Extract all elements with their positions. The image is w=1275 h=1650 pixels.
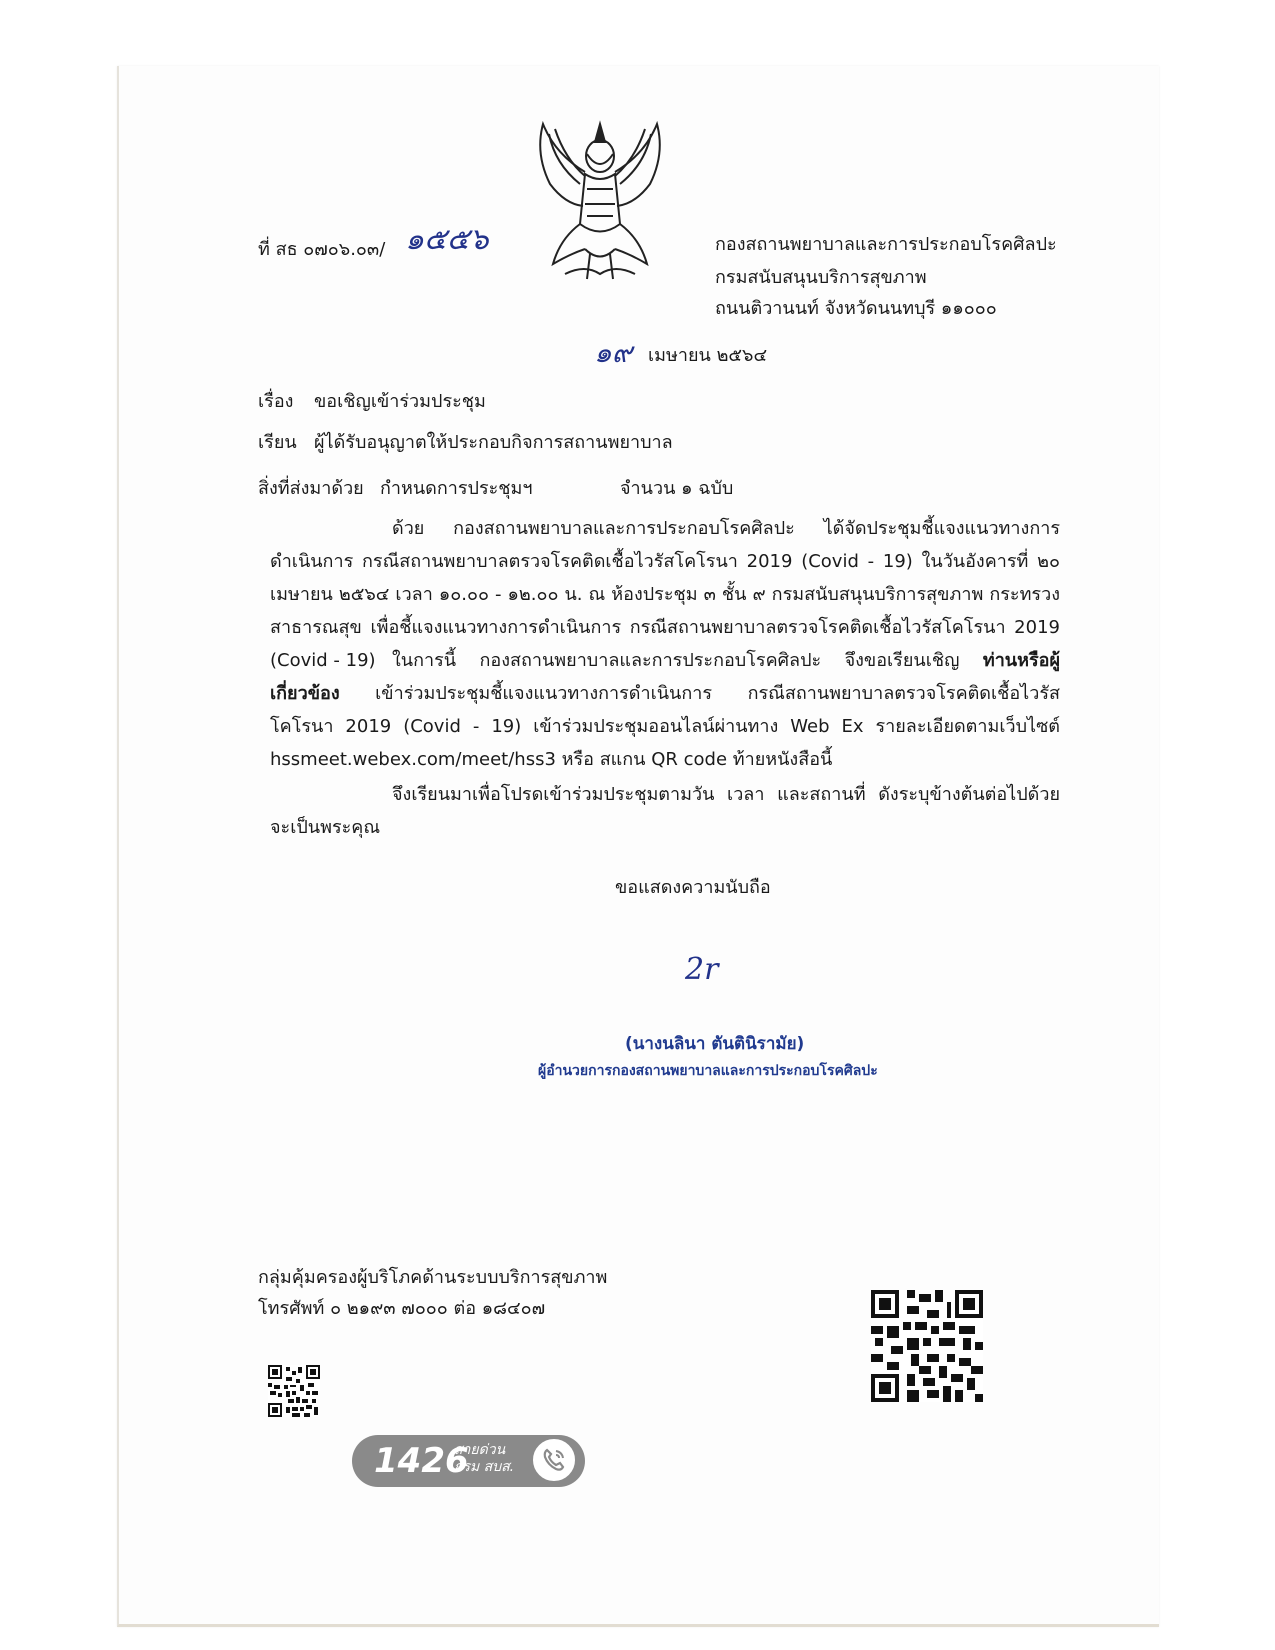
qr-code-icon[interactable] bbox=[268, 1365, 320, 1417]
signer-name: (นางนลินา ตันตินิรามัย) bbox=[625, 1034, 805, 1054]
reference-number: ที่ สธ ๐๗๐๖.๐๓/ bbox=[258, 239, 386, 260]
body-paragraph-3 bbox=[270, 778, 1060, 844]
garuda-emblem-icon bbox=[525, 114, 675, 286]
reference-handwritten: ๑๕๕๖ bbox=[405, 222, 489, 257]
hotline-label-line-2: กรม สบส. bbox=[454, 1459, 515, 1475]
hotline-label bbox=[454, 1442, 514, 1476]
recipient-text: ผู้ได้รับอนุญาตให้ประกอบกิจการสถานพยาบาล bbox=[314, 432, 673, 453]
org-line-2: กรมสนับสนุนบริการสุขภาพ bbox=[715, 267, 927, 288]
footer-phone: โทรศัพท์ ๐ ๒๑๙๓ ๗๐๐๐ ต่อ ๑๘๔๐๗ bbox=[258, 1298, 546, 1319]
body-paragraph-2 bbox=[270, 644, 1060, 776]
recipient-label: เรียน bbox=[258, 432, 297, 453]
paragraph-1-text: ด้วย กองสถานพยาบาลและการประกอบโรคศิลปะ ได้จัดประชุมชี้แจงแนวทางการดำเนินการ กรณีสถานพยาบาลตรวจโรคติดเชื้อไวรัสโคโรนา 2019 (Covid - 19) ในวันอังคารที่ ๒๐ เมษายน ๒๕๖๔ เวลา ๑๐.๐๐ - ๑๒.๐๐ น. ณ ห้องประชุม ๓ ชั้น ๙ กรมสนับสนุนบริการสุขภาพ กระทรวงสาธารณสุข เพื่อชี้แจงแนวทางการดำเนินการ กรณีสถานพยาบาลตรวจโรคติดเชื้อไวรัสโคโรนา 2019 (Covid - 19) bbox=[270, 518, 1060, 671]
hotline-number: 1426 bbox=[374, 1441, 469, 1481]
qr-code-icon[interactable] bbox=[871, 1290, 983, 1402]
letter-date: เมษายน ๒๕๖๔ bbox=[648, 345, 768, 366]
signature-mark: 2r bbox=[685, 952, 719, 987]
paragraph-2-rest: เข้าร่วมประชุมชี้แจงแนวทางการดำเนินการ กรณีสถานพยาบาลตรวจโรคติดเชื้อไวรัสโคโรนา 2019 (Covid - 19) เข้าร่วมประชุมออนไลน์ผ่านทาง Web Ex รายละเอียดตามเว็บไซต์ hssmeet.webex.com/meet/hss3 หรือ สแกน QR code ท้ายหนังสือนี้ bbox=[270, 683, 1060, 770]
enclosure-label: สิ่งที่ส่งมาด้วย bbox=[258, 478, 364, 499]
footer-group: กลุ่มคุ้มครองผู้บริโภคด้านระบบบริการสุขภาพ bbox=[258, 1267, 608, 1288]
org-line-3: ถนนติวานนท์ จังหวัดนนทบุรี ๑๑๐๐๐ bbox=[715, 298, 997, 319]
hotline-badge[interactable] bbox=[352, 1435, 585, 1487]
signer-title: ผู้อำนวยการกองสถานพยาบาลและการประกอบโรคศิลปะ bbox=[538, 1063, 878, 1079]
paragraph-2-intro: ในการนี้ กองสถานพยาบาลและการประกอบโรคศิลปะ จึงขอเรียนเชิญ bbox=[392, 650, 983, 671]
hotline-label-line-1: สายด่วน bbox=[454, 1442, 506, 1458]
paragraph-3-text: จึงเรียนมาเพื่อโปรดเข้าร่วมประชุมตามวัน เวลา และสถานที่ ดังระบุข้างต้นต่อไปด้วย จะเป็นพระคุณ bbox=[270, 784, 1060, 838]
phone-icon bbox=[530, 1436, 578, 1484]
subject-label: เรื่อง bbox=[258, 391, 294, 412]
closing-text: ขอแสดงความนับถือ bbox=[615, 877, 771, 898]
enclosure-count: จำนวน ๑ ฉบับ bbox=[620, 478, 734, 499]
enclosure-text: กำหนดการประชุมฯ bbox=[380, 478, 533, 499]
date-day-handwritten: ๑๙ bbox=[594, 336, 633, 369]
subject-text: ขอเชิญเข้าร่วมประชุม bbox=[314, 391, 486, 412]
org-line-1: กองสถานพยาบาลและการประกอบโรคศิลปะ bbox=[715, 234, 1057, 255]
paragraph-2-text bbox=[270, 644, 1060, 776]
paragraph-2-emphasis: ท่านหรือผู้เกี่ยวข้อง bbox=[270, 650, 1060, 704]
